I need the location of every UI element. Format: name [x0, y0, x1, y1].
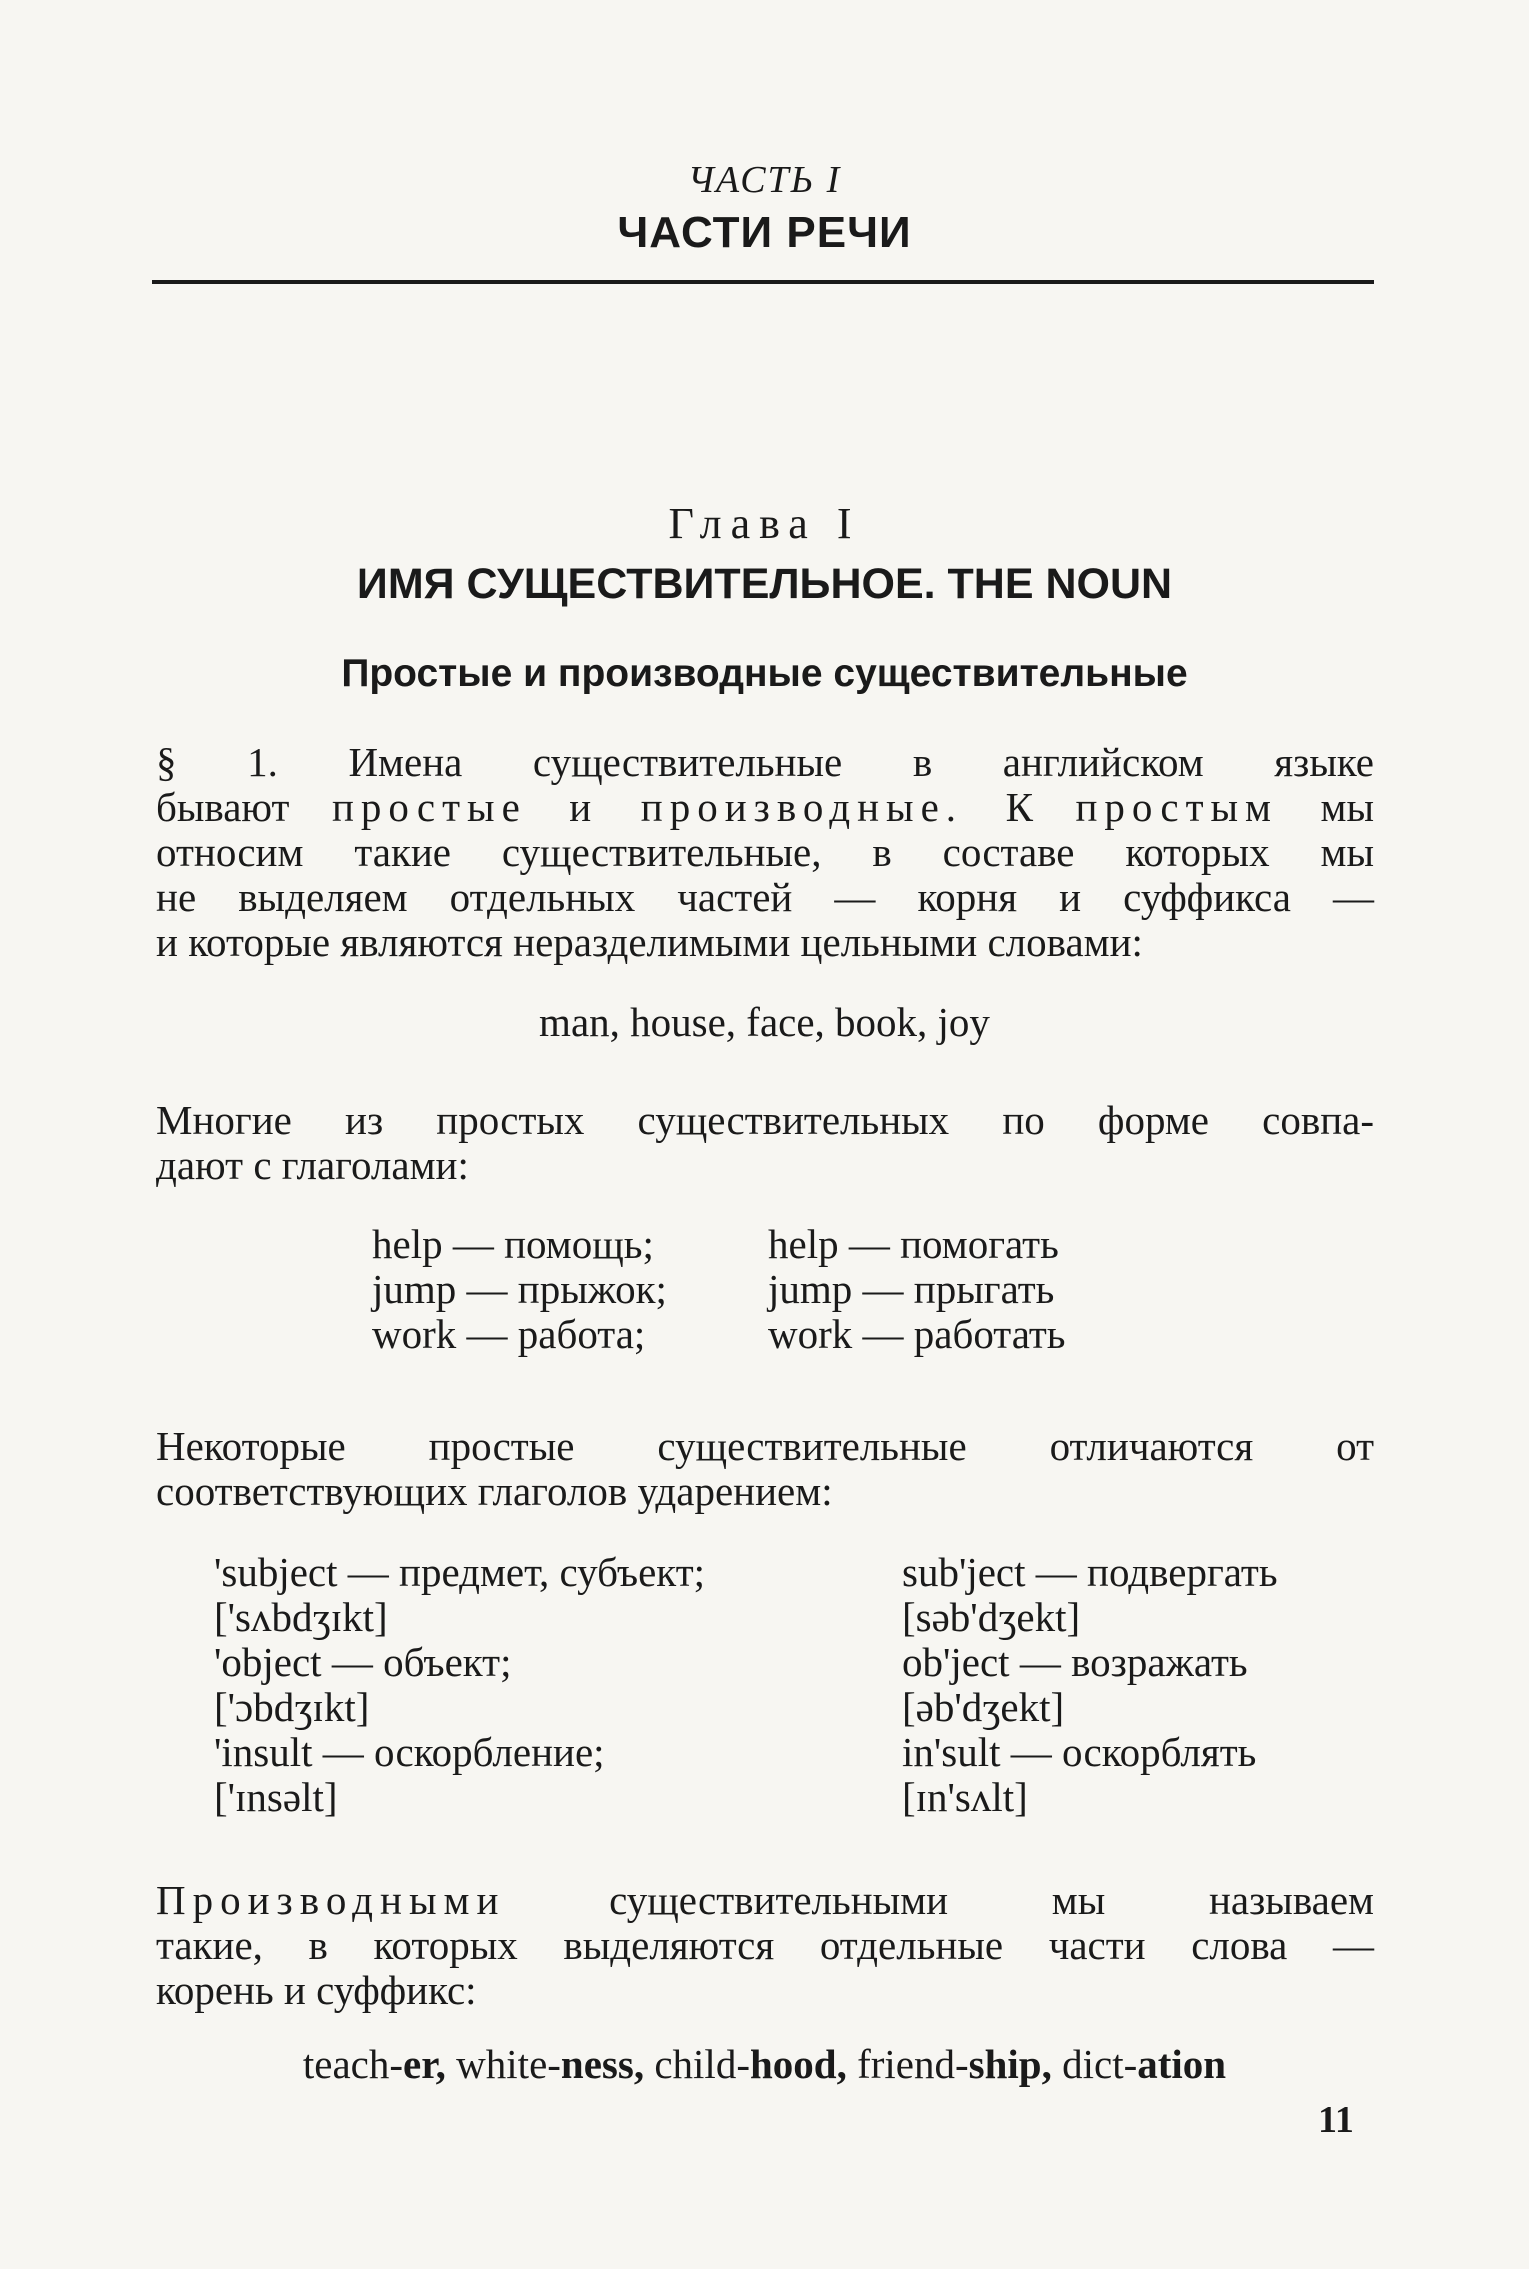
derived-noun-examples: [0, 2040, 1529, 2088]
separator: ,: [1041, 2041, 1063, 2087]
separator: ,: [836, 2041, 858, 2087]
noun-column: [372, 1222, 667, 1357]
paragraph-2: [156, 1098, 1374, 1188]
stress-noun-transcription: ['ɪnsəlt]: [214, 1774, 338, 1820]
section-title: Простые и производные существительные: [341, 652, 1188, 695]
stress-noun: 'insult — оскорбление;: [214, 1729, 605, 1775]
paragraph-4: [156, 1878, 1374, 2013]
paragraph-1-line-4: не выделяем отдельных частей — корня и суффикса —: [156, 874, 1374, 920]
paragraph-1-line-5: и которые являются неразделимыми цельными словами:: [156, 919, 1143, 965]
chapter-title: ИМЯ СУЩЕСТВИТЕЛЬНОЕ. THE NOUN: [356, 560, 1173, 608]
text: существительными мы называем: [609, 1877, 1374, 1923]
paragraph-1-line-2: [156, 785, 1374, 830]
verb-column: [768, 1222, 1065, 1357]
separator: ,: [435, 2041, 457, 2087]
stress-verb-transcription: [ɪn'sʌlt]: [902, 1774, 1028, 1820]
word-suffix: hood: [749, 2041, 837, 2087]
word-root: friend-: [857, 2041, 969, 2087]
text: К: [1005, 784, 1033, 830]
stress-noun: 'object — объект;: [214, 1639, 512, 1685]
text: бывают: [156, 784, 290, 830]
derived-example: [654, 2041, 857, 2087]
chapter-label: Глава I: [668, 499, 861, 548]
word-suffix: er: [403, 2041, 436, 2087]
part-label: ЧАСТЬ I: [687, 159, 842, 201]
verb-item: help — помогать: [768, 1221, 1059, 1267]
word-suffix: ness: [560, 2041, 634, 2087]
stress-noun: 'subject — предмет, субъект;: [214, 1549, 705, 1595]
stress-verb: in'sult — оскорблять: [902, 1729, 1257, 1775]
header-divider: [152, 280, 1374, 284]
paragraph-4-line-2: такие, в которых выделяются отдельные части слова —: [156, 1922, 1374, 1968]
derived-example: [456, 2041, 654, 2087]
stress-noun-column: [214, 1550, 705, 1820]
stress-verb: sub'ject — подвергать: [902, 1549, 1278, 1595]
spaced-term-simple: простые: [331, 784, 527, 830]
paragraph-4-line-3: корень и суффикс:: [156, 1967, 477, 2013]
paragraph-1-line-3: относим такие существительные, в составе которых мы: [156, 829, 1374, 875]
paragraph-3-line-2: соответствующих глаголов ударением:: [156, 1468, 833, 1514]
word-suffix: ship: [968, 2041, 1042, 2087]
paragraph-2-line-1: Многие из простых существительных по форме совпа-: [156, 1097, 1374, 1143]
paragraph-2-line-2: дают с глаголами:: [156, 1142, 469, 1188]
word-root: child-: [654, 2041, 750, 2087]
spaced-term-simple-pl: простым: [1075, 784, 1279, 830]
paragraph-3: [156, 1424, 1374, 1514]
spaced-term-derived: производные.: [640, 784, 964, 830]
noun-item: jump — прыжок;: [372, 1266, 667, 1312]
spaced-term-derived-pl: Производными: [156, 1877, 506, 1923]
stress-verb-transcription: [əb'dʒekt]: [902, 1684, 1065, 1730]
verb-item: work — работать: [768, 1311, 1066, 1357]
word-root: dict-: [1062, 2041, 1138, 2087]
stress-noun-transcription: ['ɔbdʒɪkt]: [214, 1684, 370, 1730]
paragraph-1: [156, 740, 1374, 965]
word-root: teach-: [302, 2041, 404, 2087]
noun-item: help — помощь;: [372, 1221, 654, 1267]
paragraph-1-line-1: § 1. Имена существительные в английском языке: [156, 739, 1374, 785]
derived-example: [303, 2041, 456, 2087]
separator: ,: [633, 2041, 655, 2087]
verb-item: jump — прыгать: [768, 1266, 1055, 1312]
paragraph-3-line-1: Некоторые простые существительные отличаются от: [156, 1423, 1374, 1469]
noun-item: work — работа;: [372, 1311, 646, 1357]
stress-verb-transcription: [səb'dʒekt]: [902, 1594, 1081, 1640]
stress-verb: ob'ject — возражать: [902, 1639, 1248, 1685]
simple-noun-examples: man, house, face, book, joy: [539, 999, 990, 1045]
derived-example: [857, 2041, 1062, 2087]
stress-noun-transcription: ['sʌbdʒɪkt]: [214, 1594, 388, 1640]
text: мы: [1320, 784, 1375, 830]
word-suffix: ation: [1137, 2041, 1227, 2087]
page-number: 11: [1318, 2099, 1354, 2141]
part-title: ЧАСТИ РЕЧИ: [617, 208, 912, 257]
derived-example: [1062, 2041, 1226, 2087]
text: и: [569, 784, 599, 830]
paragraph-4-line-1: [156, 1878, 1374, 1923]
stress-verb-column: [902, 1550, 1278, 1820]
word-root: white-: [456, 2041, 561, 2087]
